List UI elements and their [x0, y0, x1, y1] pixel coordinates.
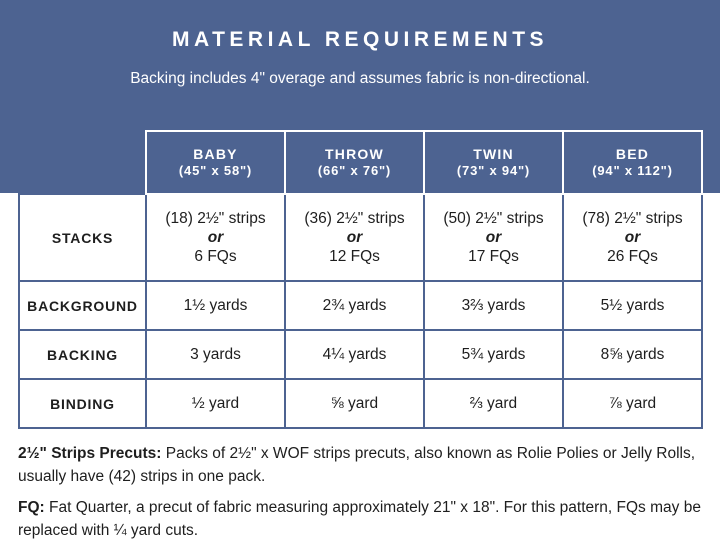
table-row-stacks [19, 194, 702, 281]
note-text: Fat Quarter, a precut of fabric measuring approximately 21" x 18". For this pattern, FQs may be replaced with ¼ yard cuts. [18, 499, 701, 539]
column-name: BABY [193, 146, 238, 162]
table-cell: 3 yards [146, 330, 285, 379]
column-dimensions: (94" x 112") [592, 163, 673, 178]
column-header-row [19, 131, 702, 194]
column-name: TWIN [473, 146, 514, 162]
page-title: MATERIAL REQUIREMENTS [171, 28, 549, 51]
row-label-background: BACKGROUND [19, 281, 146, 330]
table-cell: 8⅝ yards [563, 330, 702, 379]
table-cell: ⅔ yard [424, 379, 563, 428]
fq-count: 6 FQs [194, 248, 237, 265]
column-dimensions: (45" x 58") [178, 163, 253, 178]
footnotes [18, 442, 708, 550]
table-cell: ⅝ yard [285, 379, 424, 428]
table-cell: 2¾ yards [285, 281, 424, 330]
or-text: or [346, 229, 363, 246]
column-name: THROW [325, 146, 384, 162]
note-term: FQ: [18, 499, 45, 516]
stacks-cell-twin [424, 194, 563, 281]
column-header-baby [146, 131, 285, 194]
table-cell: 5½ yards [563, 281, 702, 330]
table-row-binding [19, 379, 702, 428]
strips-count: (18) 2½" strips [165, 210, 266, 227]
table-corner [19, 131, 146, 194]
table-cell: 1½ yards [146, 281, 285, 330]
column-header-twin [424, 131, 563, 194]
strips-count: (78) 2½" strips [582, 210, 683, 227]
fq-count: 12 FQs [329, 248, 380, 265]
or-text: or [207, 229, 224, 246]
column-dimensions: (66" x 76") [317, 163, 392, 178]
row-label-binding: BINDING [19, 379, 146, 428]
fq-count: 17 FQs [468, 248, 519, 265]
table-cell: ½ yard [146, 379, 285, 428]
note-strips-precuts [18, 442, 708, 488]
stacks-cell-bed [563, 194, 702, 281]
strips-count: (36) 2½" strips [304, 210, 405, 227]
stacks-cell-throw [285, 194, 424, 281]
or-text: or [485, 229, 502, 246]
row-label-stacks: STACKS [19, 194, 146, 281]
note-term: 2½" Strips Precuts: [18, 445, 162, 462]
page-subtitle: Backing includes 4" overage and assumes fabric is non-directional. [130, 70, 590, 87]
material-requirements-table [18, 130, 703, 429]
table-cell: 3⅔ yards [424, 281, 563, 330]
strips-count: (50) 2½" strips [443, 210, 544, 227]
table-cell: 5¾ yards [424, 330, 563, 379]
column-name: BED [615, 146, 650, 162]
note-text: Packs of 2½" x WOF strips precuts, also known as Rolie Polies or Jelly Rolls, usually have (42) strips in one pack. [18, 445, 696, 485]
note-fat-quarter [18, 496, 708, 542]
fq-count: 26 FQs [607, 248, 658, 265]
or-text: or [624, 229, 641, 246]
table-row-background [19, 281, 702, 330]
stacks-cell-baby [146, 194, 285, 281]
table-cell: 4¼ yards [285, 330, 424, 379]
column-dimensions: (73" x 94") [456, 163, 531, 178]
column-header-bed [563, 131, 702, 194]
table-row-backing [19, 330, 702, 379]
row-label-backing: BACKING [19, 330, 146, 379]
column-header-throw [285, 131, 424, 194]
table-cell: ⅞ yard [563, 379, 702, 428]
